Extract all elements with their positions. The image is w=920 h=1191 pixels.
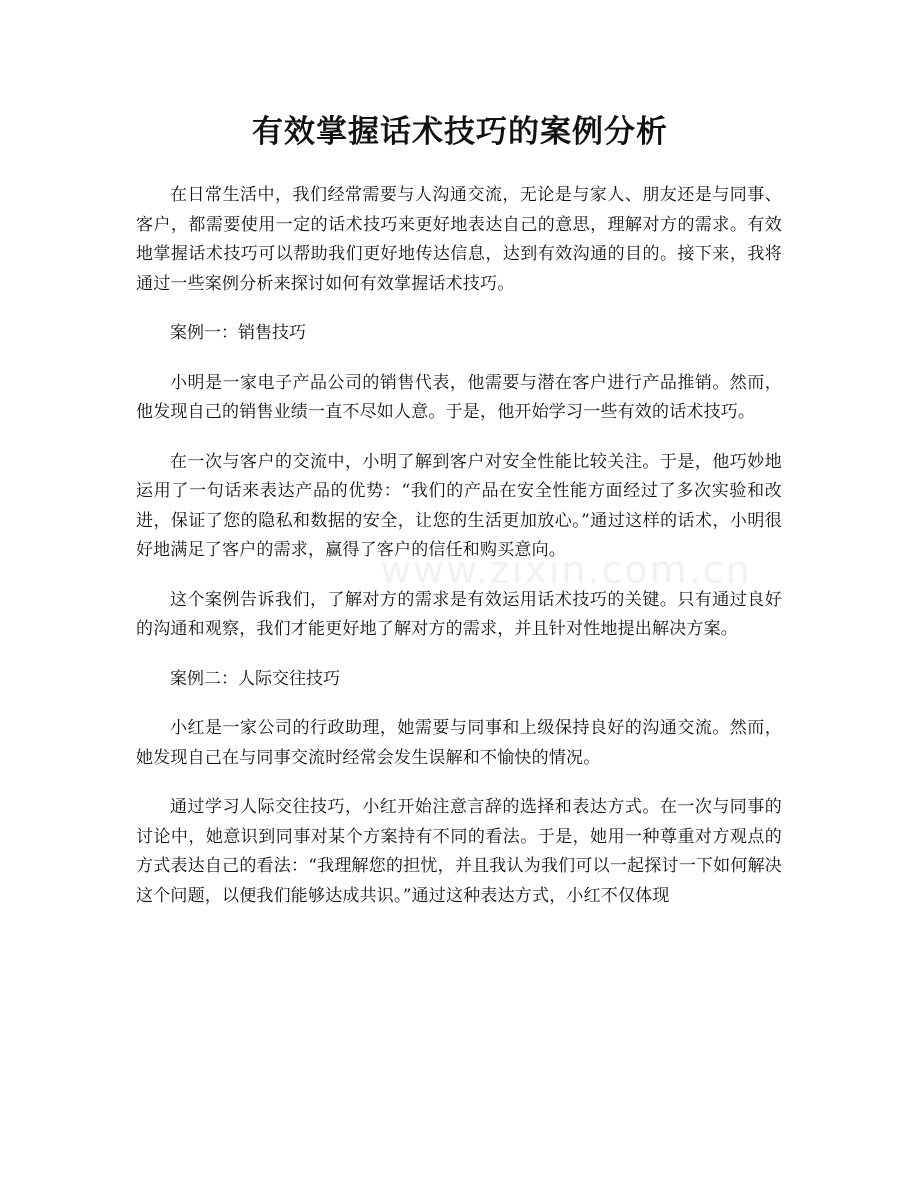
case-one-paragraph-1: 小明是一家电子产品公司的销售代表，他需要与潜在客户进行产品推销。然而，他发现自己的销售业绩一直不尽如人意。于是，他开始学习一些有效的话术技巧。 [136,372,782,422]
case-two-paragraph-1: 小红是一家公司的行政助理，她需要与同事和上级保持良好的沟通交流。然而，她发现自己在与同事交流时经常会发生误解和不愉快的情况。 [136,718,782,768]
intro-paragraph: 在日常生活中，我们经常需要与人沟通交流，无论是与家人、朋友还是与同事、客户，都需要使用一定的话术技巧来更好地表达自己的意思，理解对方的需求。有效地掌握话术技巧可以帮助我们更好地传达信息，达到有效沟通的目的。接下来，我将通过一些案例分析来探讨如何有效掌握话术技巧。 [136,185,782,294]
watermark: www.zixin.com.cn [380,548,752,592]
case-one-paragraph-3: 这个案例告诉我们，了解对方的需求是有效运用话术技巧的关键。只有通过良好的沟通和观察，我们才能更好地了解对方的需求，并且针对性地提出解决方案。 [136,589,782,639]
case-two-heading: 案例二：人际交往技巧 [170,668,340,689]
case-one-heading: 案例一：销售技巧 [170,323,306,343]
document-title: 有效掌握话术技巧的案例分析 [252,114,668,150]
document-body [136,181,782,931]
case-two-paragraph-2: 通过学习人际交往技巧，小红开始注意言辞的选择和表达方式。在一次与同事的讨论中，她意识到同事对某个方案持有不同的看法。于是，她用一种尊重对方观点的方式表达自己的看法：“我理解您的担忧，并且我认为我们可以一起探讨一下如何解决这个问题，以便我们能够达成共识。”通过这种表达方式，小红不仅体现 [136,797,782,906]
case-one-paragraph-2: 在一次与客户的交流中，小明了解到客户对安全性能比较关注。于是，他巧妙地运用了一句话来表达产品的优势：“我们的产品在安全性能方面经过了多次实验和改进，保证了您的隐私和数据的安全，让您的生活更加放心。”通过这样的话术，小明很好地满足了客户的需求，赢得了客户的信任和购买意向。 [136,451,782,560]
